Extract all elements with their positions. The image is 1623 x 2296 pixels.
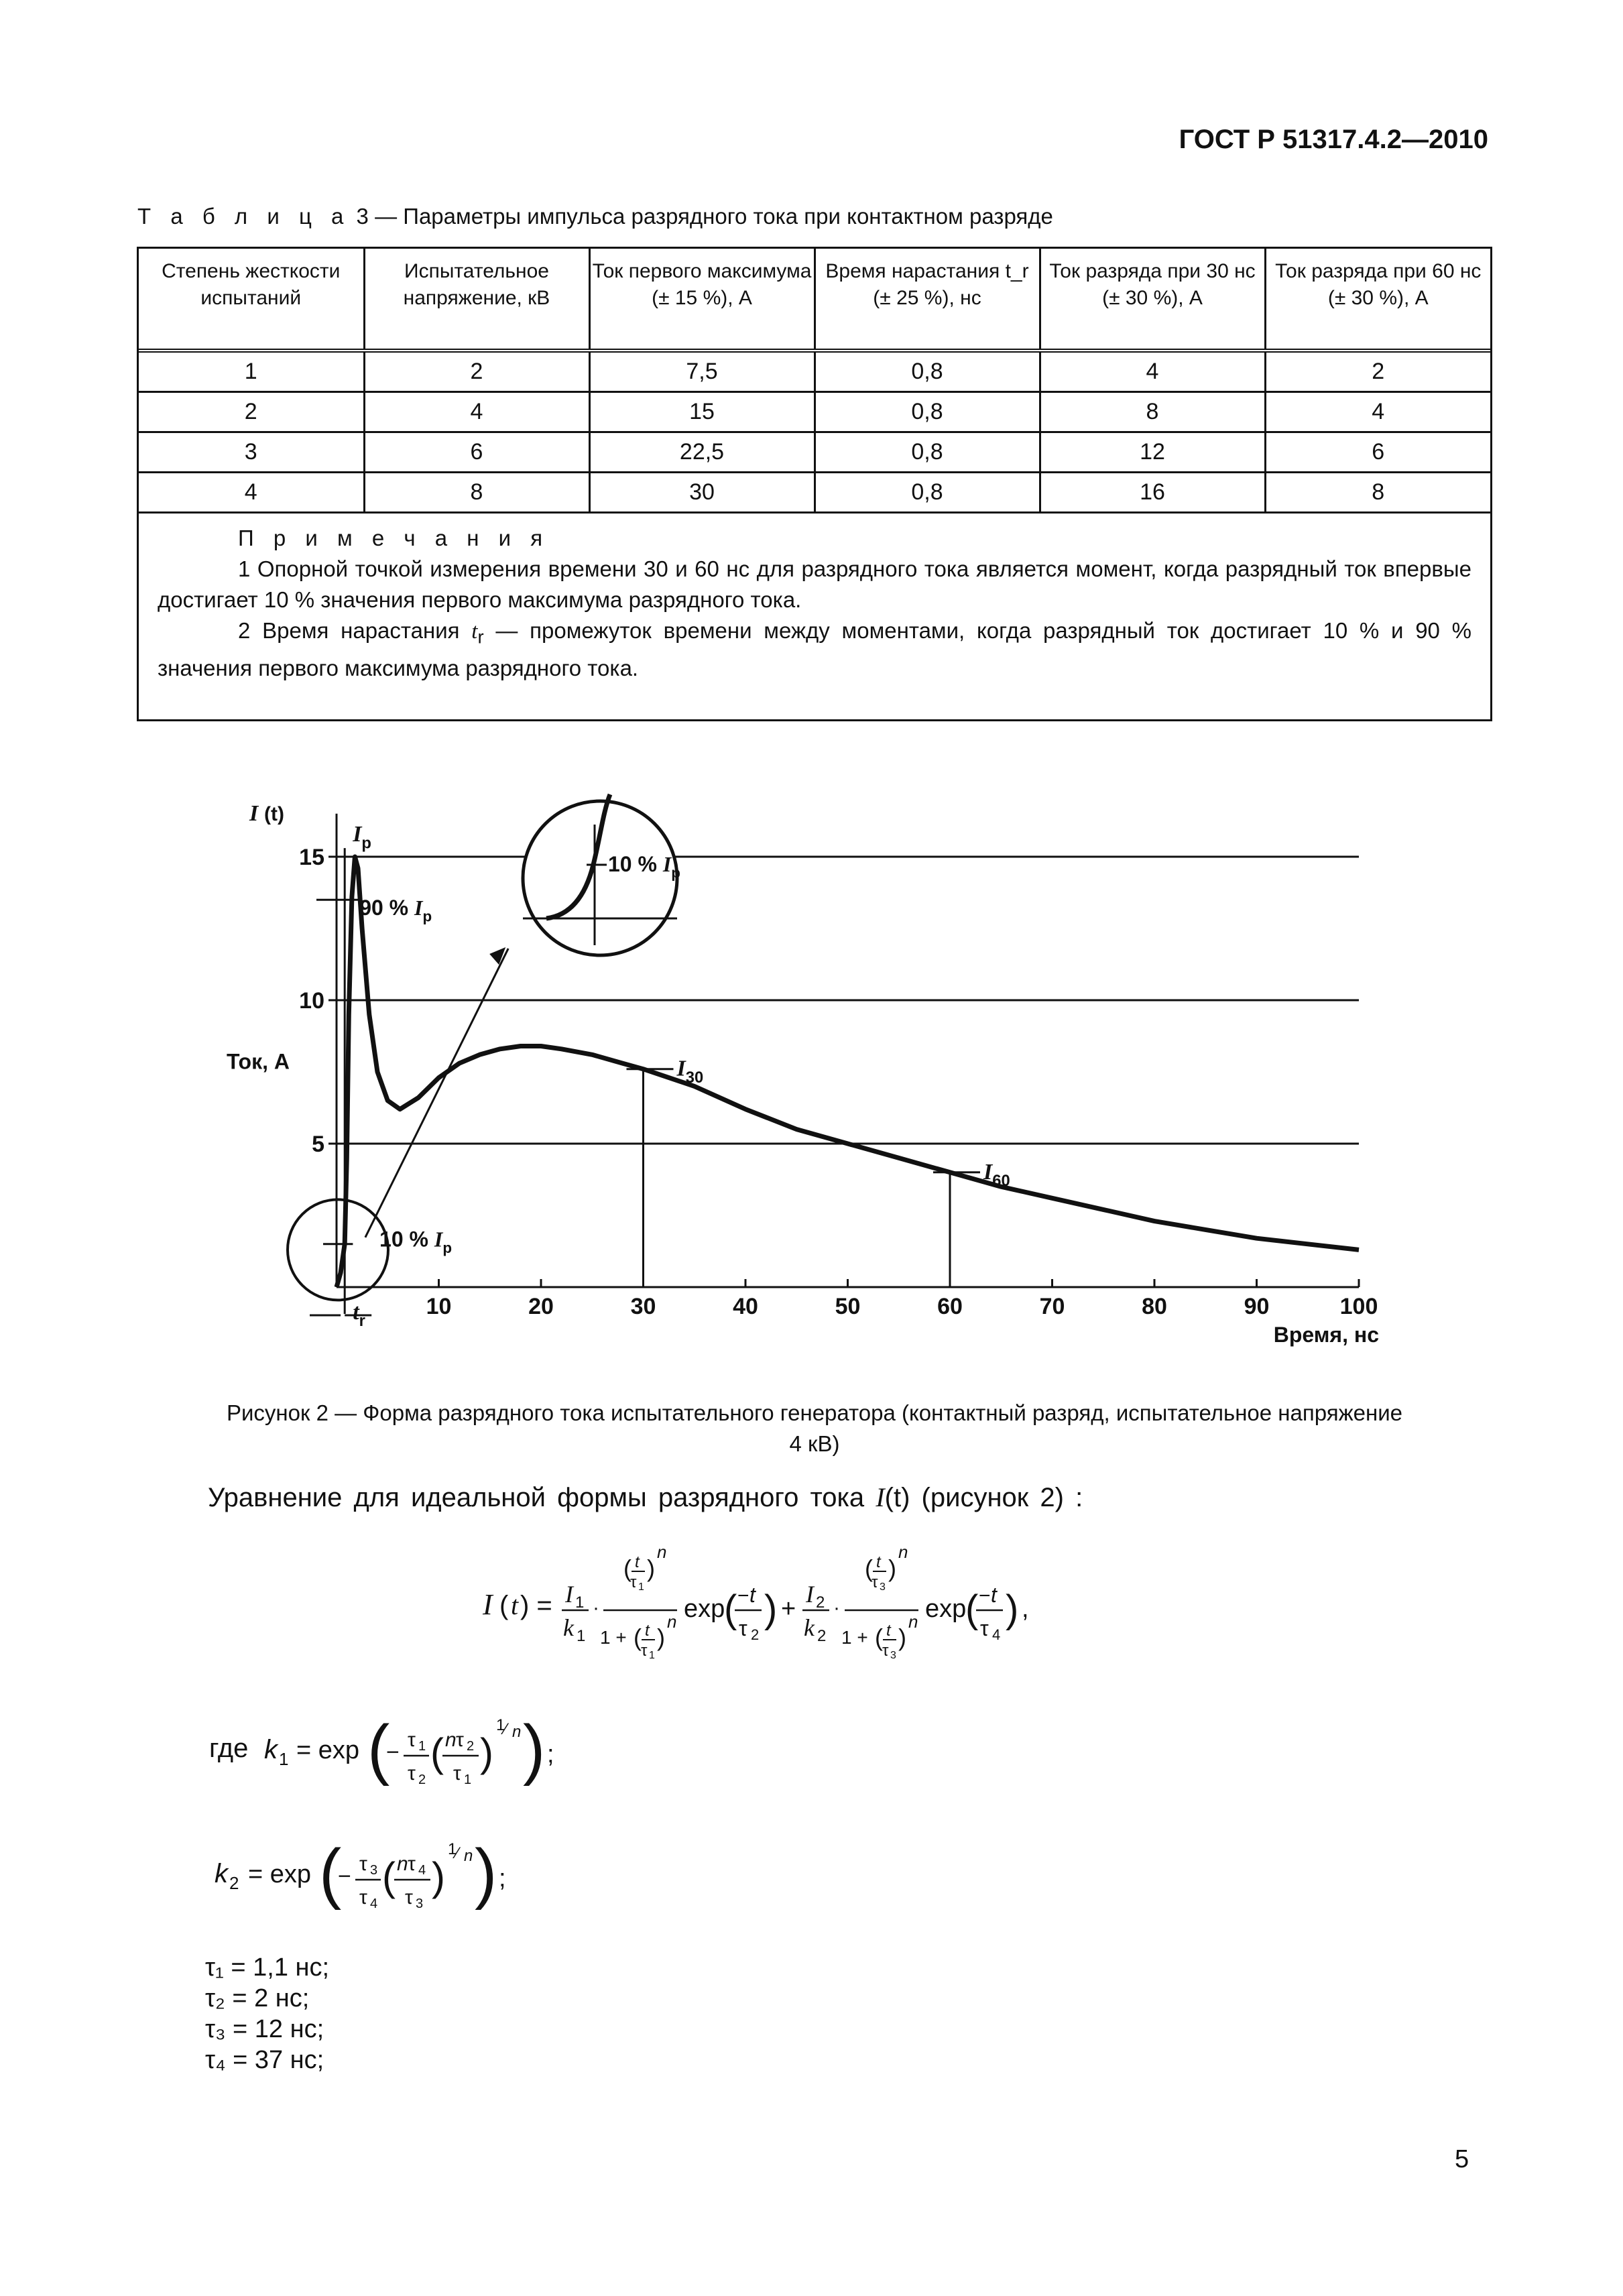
svg-text:1: 1 xyxy=(575,1593,585,1612)
header-voltage: Испытательное напряжение, кВ xyxy=(364,249,589,351)
tau-2-value: τ₂ = 2 нс; xyxy=(205,1984,310,2012)
y-axis-symbol: I xyxy=(249,800,259,826)
figure-caption: Рисунок 2 — Форма разрядного тока испытательного генератора (контактный разряд, испытательное напряжение 4 кВ) xyxy=(226,1400,1403,1456)
svg-text:4: 4 xyxy=(992,1626,1001,1643)
svg-text:τ: τ xyxy=(456,1729,464,1751)
svg-text:τ: τ xyxy=(408,1762,416,1785)
table-cell: 0,8 xyxy=(815,432,1040,473)
svg-text:n: n xyxy=(908,1612,918,1632)
svg-text:k: k xyxy=(215,1859,228,1888)
svg-text:exp: exp xyxy=(925,1595,967,1623)
tau-4-value: τ₄ = 37 нс; xyxy=(205,2046,324,2074)
svg-text:) =: ) = xyxy=(520,1591,552,1620)
notes-title: П р и м е ч а н и я xyxy=(238,526,550,550)
equation-intro xyxy=(208,1482,1083,1513)
header-severity: Степень жесткости испытаний xyxy=(139,249,364,351)
label-10-percent-zoom: 10 % $I_p$ xyxy=(608,852,680,882)
x-tick-label-20: 20 xyxy=(528,1294,554,1319)
svg-text:−: − xyxy=(386,1740,400,1765)
table-cell: 0,8 xyxy=(815,473,1040,513)
svg-text:2: 2 xyxy=(817,1627,827,1645)
equation-intro-symbol: I xyxy=(876,1482,885,1512)
label-10-percent: 10 % $I_p$ xyxy=(379,1227,453,1257)
svg-text:(: ( xyxy=(634,1624,642,1651)
x-tick-label-10: 10 xyxy=(426,1294,452,1319)
svg-text:): ) xyxy=(647,1555,655,1582)
table-cell: 8 xyxy=(1040,392,1265,432)
x-tick-label-90: 90 xyxy=(1244,1294,1270,1319)
svg-text:n: n xyxy=(445,1729,457,1751)
note-2-sub: r xyxy=(477,626,484,648)
label-ip: $I_p$ xyxy=(353,822,371,853)
note-2-post: — промежуток времени между моментами, когда разрядный ток достигает 10 % и 90 % значения первого максимума разрядного тока. xyxy=(158,618,1471,680)
current-equation xyxy=(469,1535,1220,1689)
svg-text:+: + xyxy=(781,1595,796,1623)
svg-text:(: ( xyxy=(865,1555,873,1582)
svg-text:(: ( xyxy=(430,1730,444,1775)
svg-text:3: 3 xyxy=(880,1581,886,1593)
table-cell: 8 xyxy=(1265,473,1490,513)
svg-text:;: ; xyxy=(547,1740,554,1768)
x-tick-label-50: 50 xyxy=(835,1294,861,1319)
svg-text:t: t xyxy=(749,1583,756,1607)
svg-text:τ: τ xyxy=(408,1729,416,1751)
table-cell: 6 xyxy=(364,432,589,473)
discharge-current-chart xyxy=(227,771,1421,1374)
header-current-30ns: Ток разряда при 30 нс (± 30 %), А xyxy=(1040,249,1265,351)
svg-text:= exp: = exp xyxy=(248,1860,312,1888)
svg-text:n: n xyxy=(464,1847,473,1865)
svg-text:3: 3 xyxy=(416,1896,424,1911)
document-id: ГОСТ Р 51317.4.2—2010 xyxy=(1179,125,1488,154)
x-tick-label-40: 40 xyxy=(733,1294,758,1319)
svg-text:−: − xyxy=(979,1585,991,1607)
svg-text:= exp: = exp xyxy=(296,1736,360,1764)
table-cell: 2 xyxy=(139,392,364,432)
svg-text:t: t xyxy=(645,1622,650,1640)
svg-text:τ: τ xyxy=(630,1573,637,1591)
svg-text:τ: τ xyxy=(359,1853,367,1875)
svg-text:2: 2 xyxy=(418,1772,426,1787)
svg-text:1: 1 xyxy=(448,1840,457,1858)
svg-text:k: k xyxy=(563,1614,574,1641)
svg-text:3: 3 xyxy=(890,1650,896,1661)
svg-text:): ) xyxy=(475,1835,497,1911)
svg-text:t: t xyxy=(511,1590,519,1620)
table-cell: 30 xyxy=(589,473,815,513)
equation-intro-ref: (рисунок 2) : xyxy=(921,1483,1083,1512)
table-row xyxy=(139,392,1490,432)
label-90-percent: 90 % $I_p$ xyxy=(359,896,432,925)
svg-text:1 +: 1 + xyxy=(841,1627,868,1648)
table-row xyxy=(139,351,1490,392)
tau-values xyxy=(205,1952,329,2075)
svg-text:1: 1 xyxy=(279,1749,289,1769)
table-cell: 0,8 xyxy=(815,351,1040,392)
svg-text:·: · xyxy=(833,1597,840,1619)
svg-text:t: t xyxy=(635,1553,640,1571)
svg-text:1: 1 xyxy=(464,1772,472,1787)
y-axis-symbol-arg: (t) xyxy=(264,802,284,825)
svg-text:): ) xyxy=(898,1624,906,1651)
svg-text:(: ( xyxy=(965,1587,979,1631)
table-cell: 7,5 xyxy=(589,351,815,392)
svg-text:(: ( xyxy=(875,1624,883,1651)
chart-marks xyxy=(288,900,980,1315)
svg-text:): ) xyxy=(888,1555,896,1582)
table-cell: 15 xyxy=(589,392,815,432)
y-tick-label-15: 15 xyxy=(299,845,324,870)
svg-text:τ: τ xyxy=(405,1886,413,1909)
table-cell: 6 xyxy=(1265,432,1490,473)
discharge-current-curve xyxy=(337,857,1359,1287)
svg-text:1: 1 xyxy=(418,1739,426,1754)
x-tick-label-100: 100 xyxy=(1339,1294,1378,1319)
svg-text:): ) xyxy=(480,1730,493,1775)
table-cell: 2 xyxy=(364,351,589,392)
x-tick-label-30: 30 xyxy=(630,1294,656,1319)
table-cell: 8 xyxy=(364,473,589,513)
table-cell: 3 xyxy=(139,432,364,473)
header-rise-time: Время нарастания t_r (± 25 %), нс xyxy=(815,249,1040,351)
svg-text:τ: τ xyxy=(359,1886,367,1909)
label-i60: $I_{60}$ xyxy=(983,1159,1010,1190)
svg-text:exp: exp xyxy=(684,1595,725,1623)
x-tick-label-70: 70 xyxy=(1039,1294,1065,1319)
table-row xyxy=(139,473,1490,513)
svg-text:(: ( xyxy=(724,1587,737,1631)
svg-text:τ: τ xyxy=(641,1642,648,1660)
label-i30: $I_{30}$ xyxy=(676,1056,704,1087)
where-label: где xyxy=(209,1734,249,1763)
table-cell: 1 xyxy=(139,351,364,392)
note-1: 1 Опорной точкой измерения времени 30 и 60 нс для разрядного тока является момент, когда разрядный ток впервые достигает 10 % значения первого максимума разрядного тока. xyxy=(158,556,1471,612)
table-cell: 22,5 xyxy=(589,432,815,473)
k1-formula xyxy=(255,1693,603,1813)
svg-text:⁄: ⁄ xyxy=(456,1844,459,1862)
table-cell: 4 xyxy=(1040,351,1265,392)
svg-text:): ) xyxy=(432,1854,445,1899)
svg-text:t: t xyxy=(876,1553,881,1571)
note-2 xyxy=(158,615,1471,684)
svg-text:2: 2 xyxy=(816,1593,825,1612)
svg-text:k: k xyxy=(804,1614,815,1641)
table-notes xyxy=(139,513,1490,684)
svg-text:;: ; xyxy=(499,1864,506,1892)
svg-text:τ: τ xyxy=(453,1762,461,1785)
svg-text:t: t xyxy=(886,1622,891,1640)
svg-text:−: − xyxy=(737,1585,749,1607)
svg-text:(: ( xyxy=(382,1854,396,1899)
page-number: 5 xyxy=(1455,2145,1469,2173)
svg-text:): ) xyxy=(764,1587,778,1631)
svg-text:1: 1 xyxy=(649,1650,655,1661)
zoom-arrow-head xyxy=(489,947,505,965)
svg-text:): ) xyxy=(1006,1587,1019,1631)
svg-text:n: n xyxy=(512,1723,522,1741)
parameters-table xyxy=(137,247,1492,721)
y-tick-label-10: 10 xyxy=(299,988,324,1014)
svg-text:(: ( xyxy=(319,1835,342,1911)
note-2-var: t xyxy=(471,619,478,644)
svg-text:τ: τ xyxy=(882,1642,889,1660)
tau-3-value: τ₃ = 12 нс; xyxy=(205,2015,324,2043)
svg-text:n: n xyxy=(667,1612,677,1632)
svg-text:2: 2 xyxy=(751,1626,760,1643)
note-2-pre: 2 Время нарастания xyxy=(238,618,472,643)
svg-text:k: k xyxy=(264,1735,278,1764)
table-caption xyxy=(137,204,1053,229)
svg-text:τ: τ xyxy=(871,1573,878,1591)
svg-text:⁄: ⁄ xyxy=(504,1720,507,1738)
chart-ticks xyxy=(299,845,1378,1319)
svg-text:I: I xyxy=(806,1581,814,1608)
svg-text:τ: τ xyxy=(739,1616,747,1640)
header-first-peak: Ток первого максимума (± 15 %), А xyxy=(589,249,815,351)
x-tick-label-60: 60 xyxy=(937,1294,963,1319)
x-axis-label: Время, нс xyxy=(1273,1323,1379,1347)
table-cell: 4 xyxy=(1265,392,1490,432)
equation-intro-arg: (t) xyxy=(884,1483,910,1512)
table-header-row xyxy=(139,249,1490,351)
label-tr: $t_r$ xyxy=(353,1300,365,1331)
chart-axes xyxy=(337,814,1359,1314)
svg-text:4: 4 xyxy=(370,1896,378,1911)
header-current-60ns: Ток разряда при 60 нс (± 30 %), А xyxy=(1265,249,1490,351)
table-cell: 4 xyxy=(139,473,364,513)
svg-text:(: ( xyxy=(367,1711,390,1787)
y-tick-label-5: 5 xyxy=(312,1132,324,1157)
table-cell: 2 xyxy=(1265,351,1490,392)
svg-text:τ: τ xyxy=(408,1853,416,1875)
svg-text:τ: τ xyxy=(980,1616,989,1640)
svg-text:n: n xyxy=(898,1542,908,1562)
svg-text:2: 2 xyxy=(229,1873,239,1893)
y-axis-label: Ток, А xyxy=(227,1049,290,1074)
svg-text:n: n xyxy=(397,1853,408,1875)
svg-text:1: 1 xyxy=(496,1716,505,1734)
svg-text:2: 2 xyxy=(467,1739,475,1754)
svg-text:4: 4 xyxy=(418,1863,426,1878)
table-cell: 12 xyxy=(1040,432,1265,473)
svg-text:I: I xyxy=(483,1588,493,1621)
table-cell: 4 xyxy=(364,392,589,432)
svg-text:t: t xyxy=(991,1583,997,1607)
table-cell: 0,8 xyxy=(815,392,1040,432)
svg-text:3: 3 xyxy=(370,1863,378,1878)
x-tick-label-80: 80 xyxy=(1142,1294,1167,1319)
svg-text:I: I xyxy=(565,1581,573,1608)
svg-text:·: · xyxy=(593,1597,599,1619)
table-caption-prefix: Т а б л и ц а xyxy=(137,204,351,229)
equation-intro-text: Уравнение для идеальной формы разрядного тока xyxy=(208,1483,865,1512)
svg-text:(: ( xyxy=(499,1591,509,1620)
svg-text:(: ( xyxy=(623,1555,632,1582)
svg-text:): ) xyxy=(523,1711,546,1787)
table-row xyxy=(139,432,1490,473)
chart-labels xyxy=(227,801,1379,1347)
svg-text:1: 1 xyxy=(577,1627,586,1645)
table-caption-text: 3 — Параметры импульса разрядного тока при контактном разряде xyxy=(350,204,1053,229)
svg-text:n: n xyxy=(657,1542,667,1562)
tau-1-value: τ₁ = 1,1 нс; xyxy=(205,1953,330,1982)
svg-text:1: 1 xyxy=(638,1581,644,1593)
chart-grid xyxy=(337,857,1359,1144)
svg-text:1 +: 1 + xyxy=(600,1627,627,1648)
svg-text:−: − xyxy=(338,1864,351,1889)
svg-text:,: , xyxy=(1022,1595,1029,1623)
k2-formula xyxy=(201,1817,577,1937)
svg-text:): ) xyxy=(657,1624,665,1651)
table-cell: 16 xyxy=(1040,473,1265,513)
